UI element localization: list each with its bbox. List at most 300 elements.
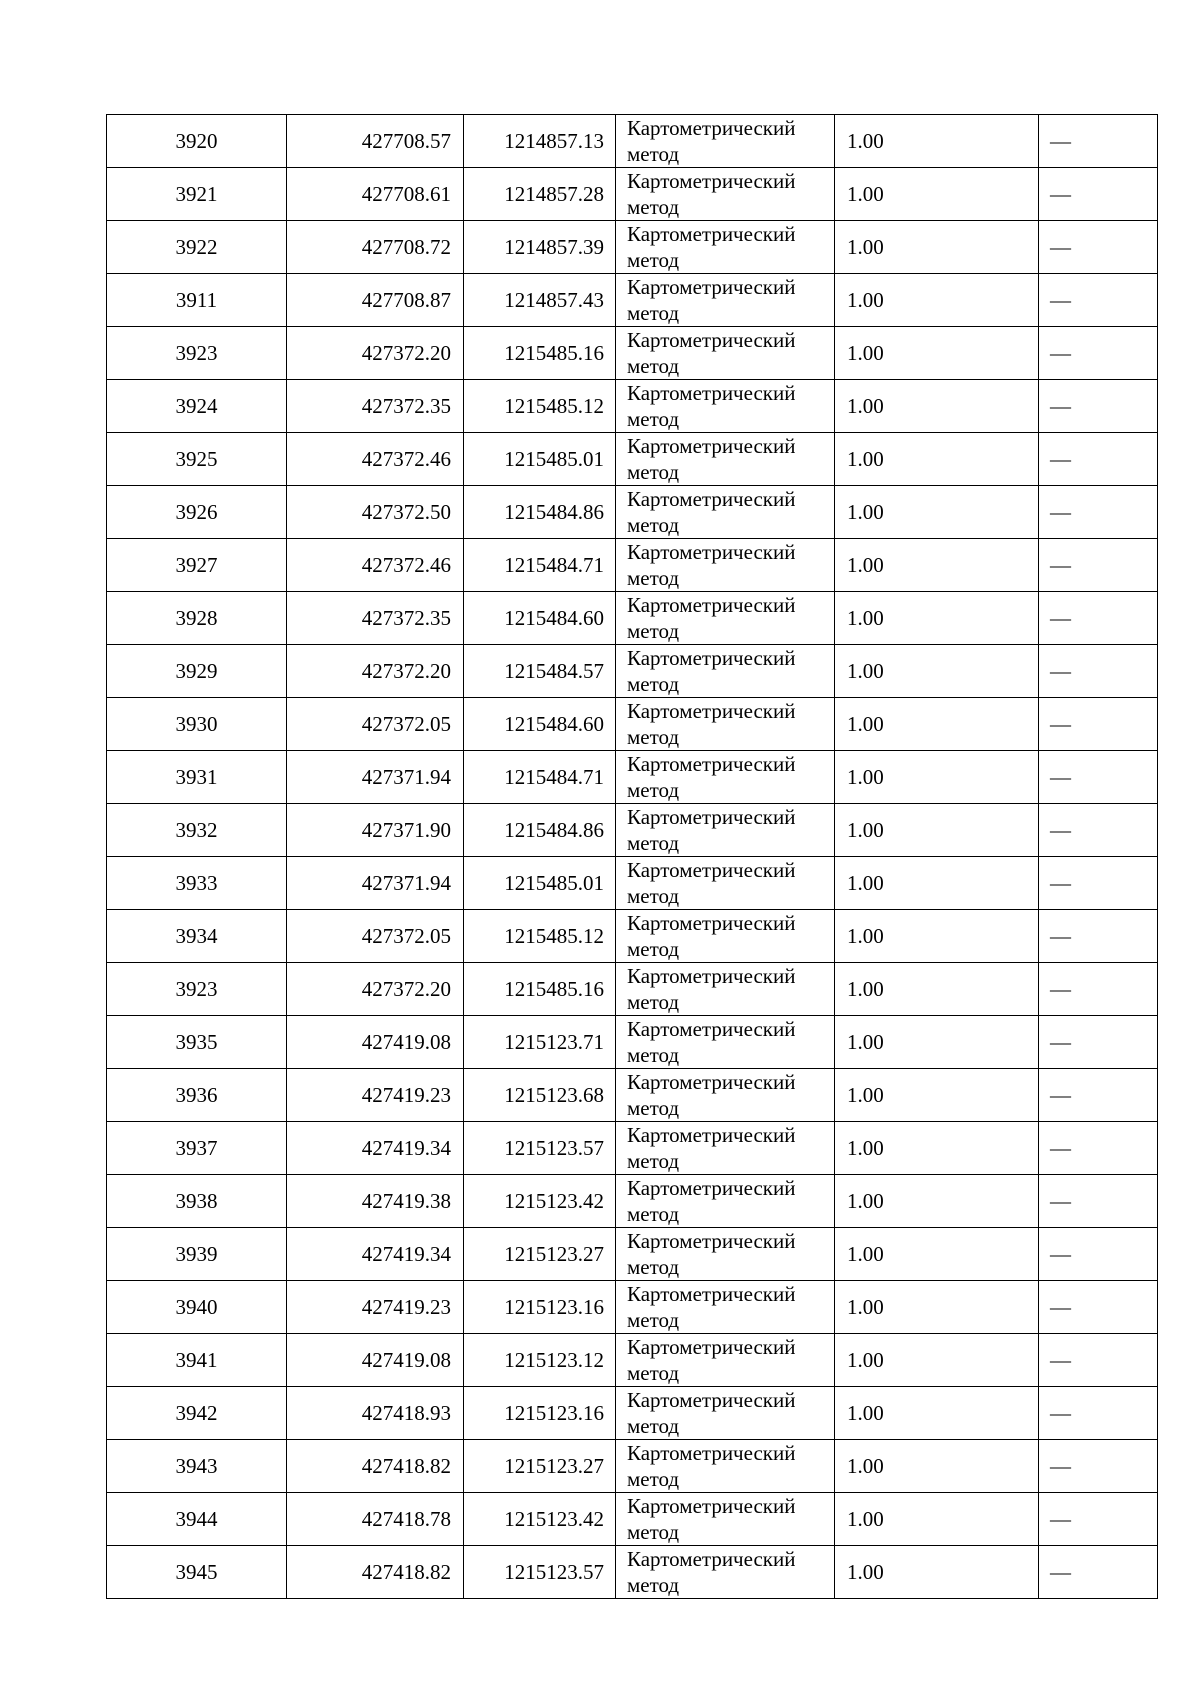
table-row: [107, 1387, 1158, 1440]
table-row: [107, 645, 1158, 698]
method-cell: [616, 698, 835, 751]
x-coordinate-text: 427419.34: [361, 1241, 451, 1266]
accuracy-cell: [835, 698, 1039, 751]
description-cell: [1039, 486, 1158, 539]
point-number-text: 3938: [175, 1188, 218, 1213]
description-cell: [1039, 698, 1158, 751]
point-number-text: 3921: [175, 181, 218, 206]
point-number-cell: [107, 1122, 287, 1175]
x-coordinate-cell: [287, 804, 464, 857]
accuracy-cell: [835, 1546, 1039, 1599]
point-number-text: 3920: [175, 128, 218, 153]
y-coordinate-text: 1215123.71: [504, 1029, 604, 1054]
x-coordinate-text: 427372.05: [361, 923, 451, 948]
table-row: [107, 1546, 1158, 1599]
description-dash: —: [1050, 1082, 1071, 1107]
point-number-text: 3928: [175, 605, 218, 630]
x-coordinate-text: 427372.20: [361, 340, 451, 365]
x-coordinate-cell: [287, 1387, 464, 1440]
description-cell: [1039, 1546, 1158, 1599]
method-text: Картометрический метод: [627, 116, 796, 166]
description-cell: [1039, 115, 1158, 168]
table-row: [107, 1281, 1158, 1334]
method-text: Картометрический метод: [627, 593, 796, 643]
table-row: [107, 380, 1158, 433]
accuracy-cell: [835, 274, 1039, 327]
accuracy-text: 1.00: [847, 1506, 884, 1531]
description-cell: [1039, 433, 1158, 486]
accuracy-cell: [835, 168, 1039, 221]
accuracy-text: 1.00: [847, 446, 884, 471]
description-dash: —: [1050, 446, 1071, 471]
table-row: [107, 751, 1158, 804]
y-coordinate-text: 1215123.12: [504, 1347, 604, 1372]
description-dash: —: [1050, 552, 1071, 577]
x-coordinate-cell: [287, 221, 464, 274]
accuracy-text: 1.00: [847, 817, 884, 842]
y-coordinate-cell: [464, 1016, 616, 1069]
point-number-text: 3929: [175, 658, 218, 683]
method-cell: [616, 857, 835, 910]
y-coordinate-cell: [464, 698, 616, 751]
method-cell: [616, 910, 835, 963]
x-coordinate-text: 427372.05: [361, 711, 451, 736]
y-coordinate-cell: [464, 592, 616, 645]
x-coordinate-text: 427372.35: [361, 605, 451, 630]
description-cell: [1039, 1069, 1158, 1122]
description-cell: [1039, 168, 1158, 221]
point-number-text: 3936: [175, 1082, 218, 1107]
y-coordinate-text: 1215123.68: [504, 1082, 604, 1107]
x-coordinate-text: 427708.57: [361, 128, 451, 153]
point-number-cell: [107, 168, 287, 221]
method-text: Картометрический метод: [627, 911, 796, 961]
method-cell: [616, 486, 835, 539]
x-coordinate-cell: [287, 645, 464, 698]
method-text: Картометрический метод: [627, 1229, 796, 1279]
method-text: Картометрический метод: [627, 434, 796, 484]
accuracy-text: 1.00: [847, 1188, 884, 1213]
point-number-text: 3945: [175, 1559, 218, 1584]
method-text: Картометрический метод: [627, 646, 796, 696]
point-number-cell: [107, 1228, 287, 1281]
accuracy-cell: [835, 380, 1039, 433]
x-coordinate-text: 427708.72: [361, 234, 451, 259]
x-coordinate-text: 427371.94: [361, 764, 451, 789]
point-number-cell: [107, 592, 287, 645]
point-number-text: 3934: [175, 923, 218, 948]
x-coordinate-cell: [287, 1069, 464, 1122]
point-number-text: 3923: [175, 340, 218, 365]
description-dash: —: [1050, 870, 1071, 895]
x-coordinate-cell: [287, 380, 464, 433]
accuracy-cell: [835, 221, 1039, 274]
point-number-text: 3924: [175, 393, 218, 418]
x-coordinate-text: 427372.20: [361, 976, 451, 1001]
y-coordinate-text: 1215484.86: [504, 817, 604, 842]
x-coordinate-text: 427419.23: [361, 1294, 451, 1319]
x-coordinate-text: 427419.34: [361, 1135, 451, 1160]
description-cell: [1039, 751, 1158, 804]
method-text: Картометрический метод: [627, 540, 796, 590]
y-coordinate-text: 1215485.01: [504, 446, 604, 471]
point-number-text: 3933: [175, 870, 218, 895]
table-row: [107, 1069, 1158, 1122]
description-dash: —: [1050, 287, 1071, 312]
x-coordinate-text: 427419.08: [361, 1347, 451, 1372]
x-coordinate-cell: [287, 539, 464, 592]
table-row: [107, 1175, 1158, 1228]
accuracy-text: 1.00: [847, 128, 884, 153]
y-coordinate-cell: [464, 910, 616, 963]
table-row: [107, 327, 1158, 380]
description-cell: [1039, 857, 1158, 910]
description-cell: [1039, 1387, 1158, 1440]
accuracy-text: 1.00: [847, 1559, 884, 1584]
method-cell: [616, 221, 835, 274]
description-dash: —: [1050, 1029, 1071, 1054]
description-cell: [1039, 1016, 1158, 1069]
method-cell: [616, 1016, 835, 1069]
point-number-cell: [107, 1387, 287, 1440]
y-coordinate-text: 1214857.13: [504, 128, 604, 153]
x-coordinate-cell: [287, 698, 464, 751]
y-coordinate-cell: [464, 380, 616, 433]
table-row: [107, 963, 1158, 1016]
point-number-cell: [107, 804, 287, 857]
method-text: Картометрический метод: [627, 1282, 796, 1332]
description-cell: [1039, 1175, 1158, 1228]
method-cell: [616, 433, 835, 486]
method-cell: [616, 1281, 835, 1334]
y-coordinate-cell: [464, 1334, 616, 1387]
table-row: [107, 115, 1158, 168]
table-body: [107, 115, 1158, 1599]
y-coordinate-cell: [464, 221, 616, 274]
accuracy-text: 1.00: [847, 605, 884, 630]
accuracy-text: 1.00: [847, 1400, 884, 1425]
method-cell: [616, 592, 835, 645]
accuracy-text: 1.00: [847, 1135, 884, 1160]
description-dash: —: [1050, 605, 1071, 630]
point-number-cell: [107, 539, 287, 592]
accuracy-cell: [835, 1440, 1039, 1493]
x-coordinate-text: 427419.23: [361, 1082, 451, 1107]
y-coordinate-cell: [464, 486, 616, 539]
y-coordinate-text: 1215485.01: [504, 870, 604, 895]
table-row: [107, 1493, 1158, 1546]
y-coordinate-cell: [464, 1175, 616, 1228]
point-number-cell: [107, 645, 287, 698]
description-cell: [1039, 645, 1158, 698]
description-cell: [1039, 963, 1158, 1016]
method-cell: [616, 1228, 835, 1281]
table-row: [107, 168, 1158, 221]
method-text: Картометрический метод: [627, 752, 796, 802]
point-number-text: 3911: [175, 287, 218, 312]
x-coordinate-cell: [287, 1334, 464, 1387]
point-number-cell: [107, 1334, 287, 1387]
x-coordinate-text: 427419.08: [361, 1029, 451, 1054]
table-row: [107, 592, 1158, 645]
accuracy-cell: [835, 327, 1039, 380]
description-dash: —: [1050, 1506, 1071, 1531]
method-text: Картометрический метод: [627, 1441, 796, 1491]
accuracy-cell: [835, 1493, 1039, 1546]
point-number-cell: [107, 1281, 287, 1334]
description-cell: [1039, 327, 1158, 380]
method-cell: [616, 1122, 835, 1175]
y-coordinate-cell: [464, 645, 616, 698]
accuracy-text: 1.00: [847, 870, 884, 895]
x-coordinate-text: 427372.46: [361, 552, 451, 577]
y-coordinate-text: 1215485.16: [504, 340, 604, 365]
table-row: [107, 433, 1158, 486]
description-dash: —: [1050, 1294, 1071, 1319]
method-cell: [616, 1546, 835, 1599]
point-number-cell: [107, 1440, 287, 1493]
description-cell: [1039, 592, 1158, 645]
point-number-cell: [107, 1016, 287, 1069]
accuracy-text: 1.00: [847, 1029, 884, 1054]
method-cell: [616, 645, 835, 698]
y-coordinate-cell: [464, 1440, 616, 1493]
accuracy-cell: [835, 115, 1039, 168]
description-dash: —: [1050, 393, 1071, 418]
y-coordinate-text: 1215123.16: [504, 1294, 604, 1319]
method-cell: [616, 1440, 835, 1493]
point-number-text: 3937: [175, 1135, 218, 1160]
y-coordinate-cell: [464, 1281, 616, 1334]
x-coordinate-cell: [287, 1175, 464, 1228]
point-number-text: 3939: [175, 1241, 218, 1266]
accuracy-text: 1.00: [847, 711, 884, 736]
x-coordinate-cell: [287, 592, 464, 645]
accuracy-text: 1.00: [847, 340, 884, 365]
x-coordinate-text: 427418.93: [361, 1400, 451, 1425]
y-coordinate-cell: [464, 327, 616, 380]
x-coordinate-cell: [287, 168, 464, 221]
description-dash: —: [1050, 1188, 1071, 1213]
accuracy-cell: [835, 1387, 1039, 1440]
point-number-cell: [107, 486, 287, 539]
point-number-cell: [107, 115, 287, 168]
x-coordinate-cell: [287, 1016, 464, 1069]
y-coordinate-text: 1214857.39: [504, 234, 604, 259]
y-coordinate-text: 1215123.57: [504, 1559, 604, 1584]
method-text: Картометрический метод: [627, 487, 796, 537]
method-text: Картометрический метод: [627, 1017, 796, 1067]
point-number-cell: [107, 963, 287, 1016]
point-number-text: 3935: [175, 1029, 218, 1054]
x-coordinate-text: 427372.46: [361, 446, 451, 471]
accuracy-text: 1.00: [847, 181, 884, 206]
table-row: [107, 857, 1158, 910]
method-text: Картометрический метод: [627, 699, 796, 749]
method-cell: [616, 1175, 835, 1228]
table-row: [107, 1122, 1158, 1175]
x-coordinate-cell: [287, 115, 464, 168]
y-coordinate-text: 1215123.27: [504, 1241, 604, 1266]
accuracy-text: 1.00: [847, 234, 884, 259]
method-text: Картометрический метод: [627, 222, 796, 272]
point-number-text: 3931: [175, 764, 218, 789]
y-coordinate-text: 1215123.27: [504, 1453, 604, 1478]
method-cell: [616, 1387, 835, 1440]
method-cell: [616, 274, 835, 327]
method-text: Картометрический метод: [627, 381, 796, 431]
accuracy-text: 1.00: [847, 923, 884, 948]
table-row: [107, 221, 1158, 274]
y-coordinate-text: 1215484.60: [504, 711, 604, 736]
y-coordinate-cell: [464, 1546, 616, 1599]
description-dash: —: [1050, 711, 1071, 736]
description-dash: —: [1050, 1400, 1071, 1425]
y-coordinate-text: 1215484.57: [504, 658, 604, 683]
description-dash: —: [1050, 658, 1071, 683]
x-coordinate-cell: [287, 1228, 464, 1281]
y-coordinate-text: 1215484.71: [504, 764, 604, 789]
table-row: [107, 274, 1158, 327]
x-coordinate-cell: [287, 1546, 464, 1599]
accuracy-cell: [835, 1228, 1039, 1281]
accuracy-cell: [835, 486, 1039, 539]
point-number-text: 3930: [175, 711, 218, 736]
point-number-cell: [107, 327, 287, 380]
x-coordinate-text: 427372.35: [361, 393, 451, 418]
x-coordinate-cell: [287, 910, 464, 963]
point-number-cell: [107, 433, 287, 486]
accuracy-text: 1.00: [847, 1294, 884, 1319]
accuracy-text: 1.00: [847, 764, 884, 789]
x-coordinate-cell: [287, 274, 464, 327]
y-coordinate-text: 1215485.16: [504, 976, 604, 1001]
description-dash: —: [1050, 923, 1071, 948]
description-cell: [1039, 1334, 1158, 1387]
table-row: [107, 910, 1158, 963]
method-text: Картометрический метод: [627, 1123, 796, 1173]
x-coordinate-text: 427419.38: [361, 1188, 451, 1213]
y-coordinate-text: 1215484.71: [504, 552, 604, 577]
method-text: Картометрический метод: [627, 1070, 796, 1120]
method-cell: [616, 751, 835, 804]
x-coordinate-text: 427371.94: [361, 870, 451, 895]
method-cell: [616, 380, 835, 433]
x-coordinate-cell: [287, 433, 464, 486]
method-cell: [616, 327, 835, 380]
accuracy-cell: [835, 1069, 1039, 1122]
y-coordinate-cell: [464, 1122, 616, 1175]
method-cell: [616, 1069, 835, 1122]
y-coordinate-cell: [464, 1493, 616, 1546]
point-number-cell: [107, 274, 287, 327]
method-text: Картометрический метод: [627, 1494, 796, 1544]
method-cell: [616, 1493, 835, 1546]
point-number-cell: [107, 380, 287, 433]
point-number-cell: [107, 1493, 287, 1546]
method-text: Картометрический метод: [627, 1388, 796, 1438]
x-coordinate-text: 427371.90: [361, 817, 451, 842]
accuracy-text: 1.00: [847, 658, 884, 683]
y-coordinate-text: 1215123.42: [504, 1506, 604, 1531]
table-row: [107, 1440, 1158, 1493]
point-number-cell: [107, 910, 287, 963]
accuracy-text: 1.00: [847, 976, 884, 1001]
y-coordinate-text: 1215485.12: [504, 923, 604, 948]
description-dash: —: [1050, 1559, 1071, 1584]
point-number-text: 3941: [175, 1347, 218, 1372]
y-coordinate-text: 1214857.43: [504, 287, 604, 312]
method-text: Картометрический метод: [627, 275, 796, 325]
point-number-text: 3927: [175, 552, 218, 577]
y-coordinate-cell: [464, 1069, 616, 1122]
description-dash: —: [1050, 764, 1071, 789]
table-row: [107, 804, 1158, 857]
accuracy-cell: [835, 1122, 1039, 1175]
x-coordinate-text: 427418.78: [361, 1506, 451, 1531]
accuracy-text: 1.00: [847, 287, 884, 312]
x-coordinate-text: 427372.20: [361, 658, 451, 683]
y-coordinate-text: 1215484.60: [504, 605, 604, 630]
y-coordinate-cell: [464, 115, 616, 168]
accuracy-text: 1.00: [847, 1241, 884, 1266]
accuracy-cell: [835, 963, 1039, 1016]
point-number-cell: [107, 751, 287, 804]
point-number-text: 3922: [175, 234, 218, 259]
x-coordinate-cell: [287, 1122, 464, 1175]
x-coordinate-text: 427708.61: [361, 181, 451, 206]
y-coordinate-cell: [464, 433, 616, 486]
method-text: Картометрический метод: [627, 328, 796, 378]
y-coordinate-text: 1215485.12: [504, 393, 604, 418]
y-coordinate-cell: [464, 751, 616, 804]
y-coordinate-cell: [464, 963, 616, 1016]
description-cell: [1039, 1493, 1158, 1546]
method-text: Картометрический метод: [627, 169, 796, 219]
method-text: Картометрический метод: [627, 1176, 796, 1226]
accuracy-cell: [835, 433, 1039, 486]
method-text: Картометрический метод: [627, 805, 796, 855]
point-number-text: 3944: [175, 1506, 218, 1531]
point-number-cell: [107, 1175, 287, 1228]
method-cell: [616, 963, 835, 1016]
x-coordinate-cell: [287, 1493, 464, 1546]
accuracy-cell: [835, 645, 1039, 698]
method-text: Картометрический метод: [627, 1547, 796, 1597]
point-number-text: 3925: [175, 446, 218, 471]
x-coordinate-cell: [287, 963, 464, 1016]
accuracy-cell: [835, 857, 1039, 910]
table-row: [107, 1016, 1158, 1069]
description-dash: —: [1050, 1241, 1071, 1266]
x-coordinate-cell: [287, 751, 464, 804]
accuracy-cell: [835, 1334, 1039, 1387]
y-coordinate-text: 1215484.86: [504, 499, 604, 524]
description-cell: [1039, 804, 1158, 857]
accuracy-text: 1.00: [847, 552, 884, 577]
table-row: [107, 1228, 1158, 1281]
description-cell: [1039, 1228, 1158, 1281]
description-dash: —: [1050, 817, 1071, 842]
point-number-text: 3923: [175, 976, 218, 1001]
y-coordinate-cell: [464, 857, 616, 910]
y-coordinate-cell: [464, 274, 616, 327]
description-cell: [1039, 1281, 1158, 1334]
point-number-cell: [107, 857, 287, 910]
y-coordinate-text: 1215123.57: [504, 1135, 604, 1160]
accuracy-cell: [835, 1175, 1039, 1228]
description-dash: —: [1050, 234, 1071, 259]
